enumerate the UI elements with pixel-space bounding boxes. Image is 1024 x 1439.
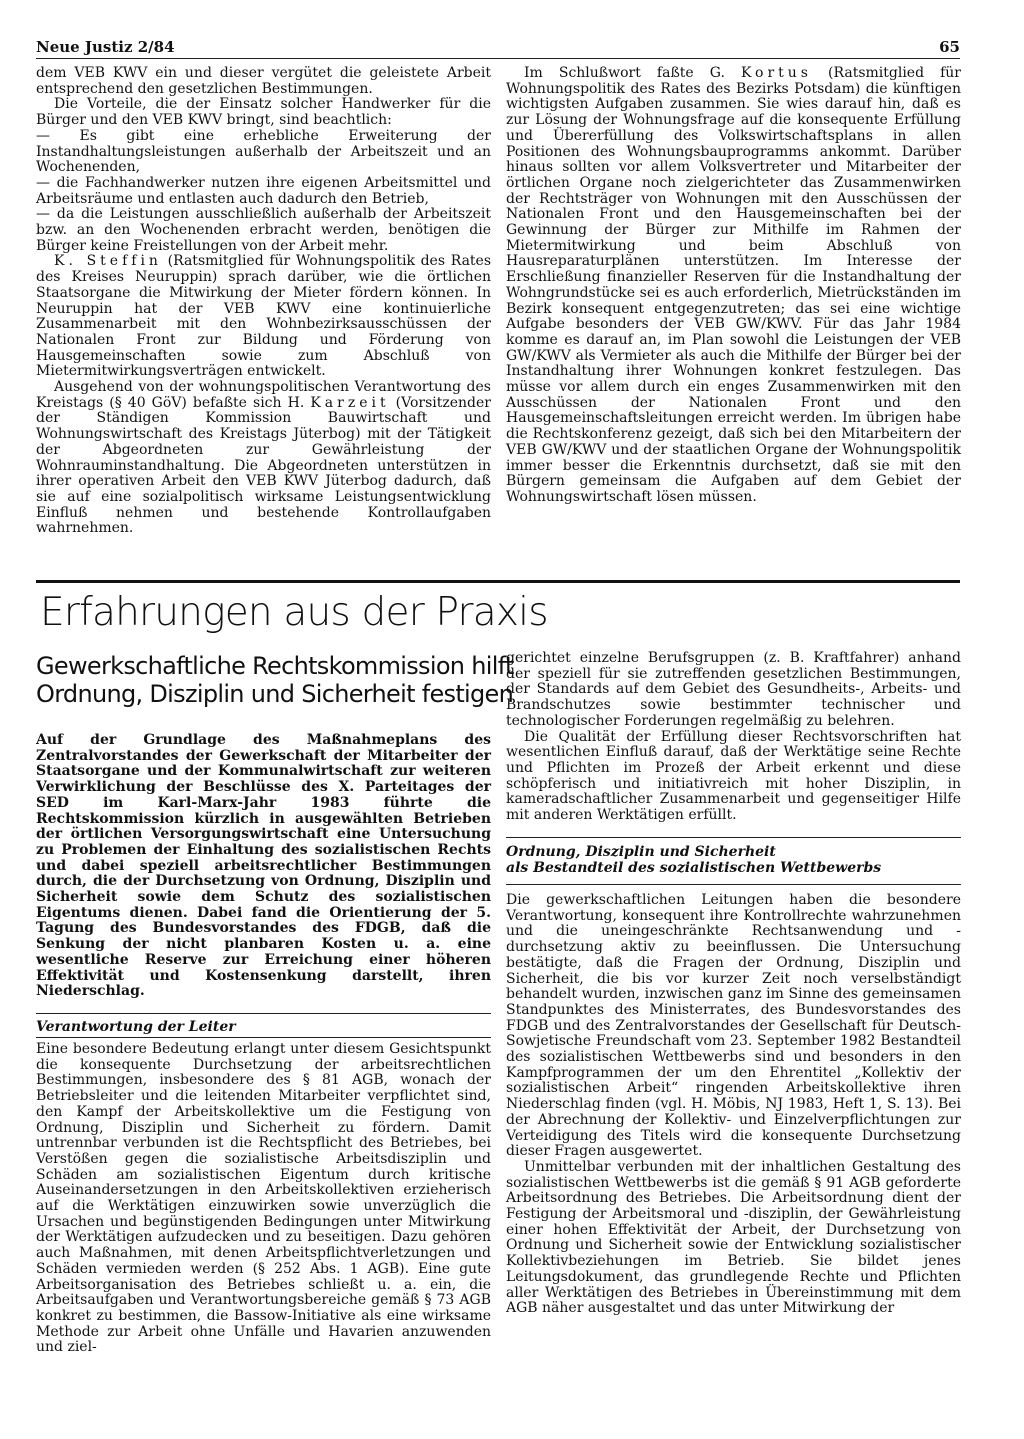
article-title-line: Ordnung, Disziplin und Sicherheit festigen [36,680,514,708]
paragraph: K. Steffin (Ratsmitglied für Wohnungspolitik des Rates des Kreises Neuruppin) sprach darüber, wie die örtlichen Staatsorgane die Mitwirkung der Mieter fördern können. In Neuruppin hat der VEB KWV eine kontinuierliche Zusammenarbeit mit den Wohnbezirksausschüssen der Nationalen Front zur Bildung und Förderung von Hausgemeinschaften sowie zum Abschluß von Mietermitwirkungsverträgen entwickelt. [36,253,492,380]
paragraph: Eine besondere Bedeutung erlangt unter diesem Gesichtspunkt die konsequente Durchsetzung der arbeitsrechtlichen Bestimmungen, insbesondere des § 81 AGB, wonach der Betriebsleiter und die leitenden Mitarbeiter verpflichtet sind, den Kampf der Arbeitskollektive um die Festigung von Ordnung, Disziplin und Sicherheit zu fördern. Damit untrennbar verbunden ist die Rechtspflicht des Betriebes, bei Verstößen gegen die sozialistische Arbeitsdisziplin und Schäden am sozialistischen Eigentum durch kritische Auseinandersetzungen in den Arbeitskollektiven erzieherisch auf die Werktätigen einzuwirken sowie unverzüglich die Ursachen und begünstigenden Bedingungen unter Mitwirkung der Werktätigen aufzudecken und zu beseitigen. Dazu gehören auch Maßnahmen, mit denen Arbeitspflichtverletzungen und Schäden vermieden werden (§ 252 Abs. 1 AGB). Eine gute Arbeitsorganisation des Betriebes schließt u. a. ein, die Arbeitsaufgaben und Verantwortungsbereiche gemäß § 73 AGB konkret zu bestimmen, die Bassow-Initiative als eine wirksame Methode zur Arbeit ohne Unfälle und Havarien anzuwenden und ziel- [36,1041,491,1356]
person-name: Karzeit [310,394,390,411]
subhead-rule [506,884,961,885]
subhead-rule [506,837,961,838]
top-left-column [36,66,491,537]
subheading: Ordnung, Disziplin und Sicherheit als Bestandteil des sozialistischen Wettbewerbs [506,844,882,876]
bottom-right-column [506,893,961,1317]
paragraph: Unmittelbar verbunden mit der inhaltlichen Gestaltung des sozialistischen Wettbewerbs ist die gemäß § 91 AGB geforderte Arbeitsordnung des Betriebes. Die Arbeitsordnung dient der Festigung der Arbeitsmoral und -disziplin, der Gewährleistung einer hohen Effektivität der Arbeit, der Durchsetzung von Ordnung und Sicherheit sowie der Entwicklung sozialistischer Kollektivbeziehungen im Betrieb. Sie bildet jenes Leitungsdokument, das grundlegende Rechte und Pflichten aller Werktätigen des Betriebes in Übereinstimmung mit dem AGB näher ausgestaltet und das unter Mitwirkung der [506,1158,961,1317]
paragraph: Ausgehend von der wohnungspolitischen Verantwortung des Kreistags (§ 40 GöV) befaßte sich H. Karzeit (Vorsitzender der Ständigen Kommission Bauwirtschaft und Wohnungswirtschaft des Kreistags Jüterbog) mit der Tätigkeit der Abgeordneten zur Gewährleistung der Wohnrauminstandhaltung. Die Abgeordneten unterstützen in ihrer operativen Arbeit den VEB KWV Jüterbog dadurch, daß sie auf eine sozialpolitisch wirksame Leistungsentwicklung Einfluß nehmen und bestehende Kontrollaufgaben wahrnehmen. [36,379,491,537]
paragraph: gerichtet einzelne Berufsgruppen (z. B. Kraftfahrer) anhand der speziell für sie zutreffenden gesetzlichen Bestimmungen, der Standards auf dem Gebiet des Gesundheits-, Arbeits- und Brandschutzes sowie bestimmter technischer und technologischer Forderungen regelmäßig zu belehren. [506,650,961,729]
subhead-rule [36,1037,491,1038]
article-intro [36,733,491,1000]
running-header [36,38,960,58]
article-title-line: Gewerkschaftliche Rechtskommission hilft [36,652,514,680]
bottom-right-top-column [506,651,961,824]
paragraph: dem VEB KWV ein und dieser vergütet die geleistete Arbeit entsprechend den gesetzlichen Bestimmungen. [36,65,491,97]
paragraph: Im Schlußwort faßte G. Kortus (Ratsmitglied für Wohnungspolitik des Rates des Bezirks Potsdam) die künftigen wichtigsten Aufgaben zusammen. Sie wies darauf hin, daß es zur Lösung der Wohnungsfrage auf die konsequente Erfüllung und Übererfüllung des Volkswirtschaftsplans in allen Positionen des Wohnungsbauprogramms ankommt. Darüber hinaus sollten vor allem Volksvertreter und Mitarbeiter der örtlichen Organe noch zielgerichteter das Zusammenwirken der Rechtsträger von Wohnungen mit den Ausschüssen der Nationalen Front und den Hausgemeinschaften bei der Gewinnung der Bürger zur Mithilfe im Rahmen der Mietermitwirkung und beim Abschluß von Hausreparaturplänen unterstützen. Im Interesse der Erschließung finanzieller Reserven für die Instandhaltung der Wohngrundstücke sei es auch erforderlich, Mietrückständen im Bezirk konsequent entgegenzutreten; das sei eine wichtige Aufgabe besonders der VEB GW/KWV. Für das Jahr 1984 komme es darauf an, im Plan sowohl die Leistungen der VEB GW/KWV als Vermieter als auch die Mithilfe der Bürger bei der Instandhaltung ihrer Wohnungen konkret festzulegen. Das müsse vor allem durch ein enges Zusammenwirken mit den Ausschüssen der Nationalen Front und den Hausgemeinschaftsleitungen erreicht werden. Im übrigen habe die Rechtskonferenz gezeigt, daß sich bei den Mitarbeitern der VEB GW/KWV und der staatlichen Organe der Wohnungspolitik immer besser die Erkenntnis durchsetzt, daß sie mit den Bürgern gemeinsam die Aufgaben auf dem Gebiet der Wohnungswirtschaft lösen müssen. [506,65,961,505]
section-title: Erfahrungen aus der Praxis [40,590,548,635]
article-title [36,652,514,708]
subhead-rule [36,1013,491,1014]
bullet-item: — die Fachhandwerker nutzen ihre eigenen Arbeitsmittel und Arbeitsräume und entlasten auch dadurch den Betrieb, [36,174,491,207]
bullet-item: — Es gibt eine erhebliche Erweiterung der Instandhaltungsleistungen außerhalb der Arbeitszeit und an Wochenenden, [36,127,491,176]
bullet-item: — da die Leistungen ausschließlich außerhalb der Arbeitszeit bzw. an den Wochenenden erbracht werden, benötigen die Bürger keine Freistellungen von der Arbeit mehr. [36,206,491,254]
intro-paragraph: Auf der Grundlage des Maßnahmeplans des Zentralvorstandes der Gewerkschaft der Mitarbeiter der Staatsorgane und der Kommunalwirtschaft zur weiteren Verwirklichung der Beschlüsse des X. Parteitages der SED im Karl-Marx-Jahr 1983 führte die Rechtskommission kürzlich in ausgewählten Betrieben der örtlichen Versorgungswirtschaft eine Untersuchung zu Problemen der Einhaltung des sozialistischen Rechts und dabei speziell arbeitsrechtlicher Bestimmungen durch, die der Durchsetzung von Ordnung, Disziplin und Sicherheit sowie dem Schutz des sozialistischen Eigentums dienen. Dabei fand die Orientierung der 5. Tagung des Bundesvorstandes des FDGB, daß die Senkung der nicht planbaren Kosten u. a. eine wesentliche Reserve zur Erreichung einer höheren Effektivität und Kostensenkung darstellt, ihren Niederschlag. [36,732,491,1000]
header-rule [36,58,960,59]
bottom-left-column [36,1042,491,1356]
subheading: Verantwortung der Leiter [36,1019,236,1035]
paragraph: Die Qualität der Erfüllung dieser Rechtsvorschriften hat wesentlichen Einfluß darauf, daß der Werktätige seine Rechte und Pflichten im Prozeß der Arbeit erkennt und diese schöpferisch und initiativreich mit hoher Disziplin, in kameradschaftlicher Zusammenarbeit und gegenseitiger Hilfe mit anderen Werktätigen erfüllt. [506,728,961,824]
page-number: 65 [939,38,960,56]
top-right-column [506,66,961,506]
journal-issue: Neue Justiz 2/84 [36,38,175,56]
person-name: K. Steffin [54,253,162,270]
person-name: Kortus [740,65,812,81]
paragraph: Die gewerkschaftlichen Leitungen haben die besondere Verantwortung, konsequent ihre Kontrollrechte wahrzunehmen und die uneingeschränkte Rechtsanwendung und -durchsetzung aktiv zu beeinflussen. Die Untersuchung bestätigte, daß die Fragen der Ordnung, Disziplin und Sicherheit, die bis vor kurzer Zeit noch verselbständigt behandelt wurden, inzwischen ganz im Sinne des gemeinsamen Standpunktes des Ministerrates, des Bundesvorstandes des FDGB und des Zentralvorstandes der Gesellschaft für Deutsch-Sowjetische Freundschaft vom 23. September 1982 Bestandteil des sozialistischen Wettbewerbs sind und besonders in den Kampfprogrammen der um den Ehrentitel „Kollektiv der sozialistischen Arbeit“ ringenden Arbeitskollektive ihren Niederschlag finden (vgl. H. Möbis, NJ 1983, Heft 1, S. 13). Bei der Abrechnung der Kollektiv- und Einzelverpflichtungen zur Verteidigung des Titels wird die konsequente Durchsetzung dieser Fragen ausgewertet. [506,892,961,1160]
section-rule [36,580,960,583]
paragraph: Die Vorteile, die der Einsatz solcher Handwerker für die Bürger und den VEB KWV bringt, sind beachtlich: [36,96,491,129]
